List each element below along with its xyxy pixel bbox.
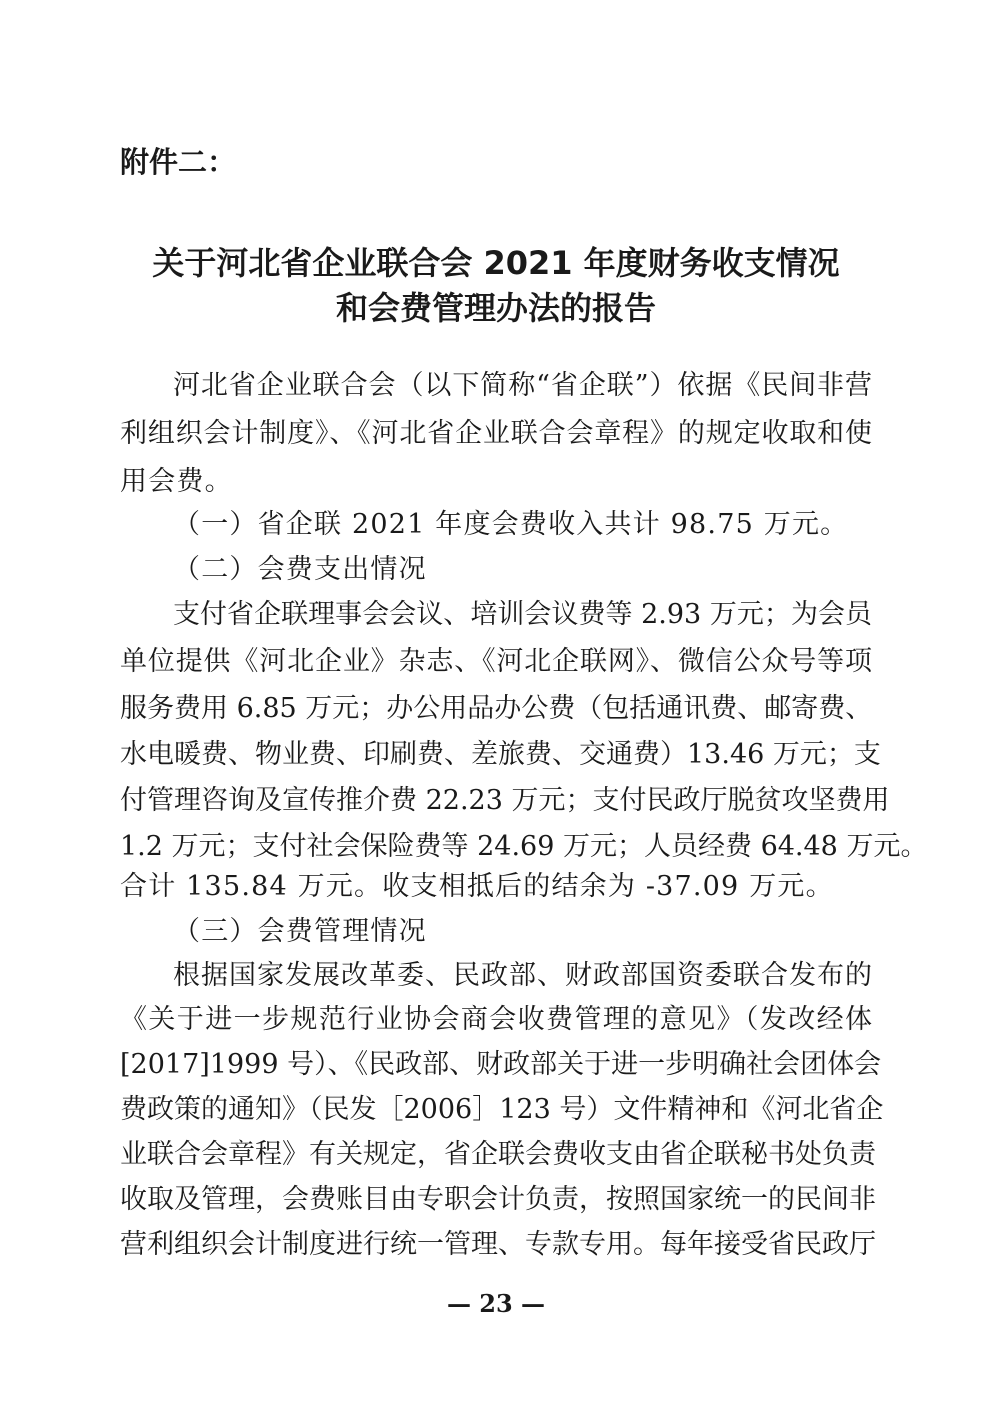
body-line-1: 河北省企业联合会（以下简称“省企联”）依据《民间非营 [173,370,872,401]
body-line-8: 服务费用 6.85 万元；办公用品办公费（包括通讯费、邮寄费、 [120,693,873,724]
body-line-10: 付管理咨询及宣传推介费 22.23 万元；支付民政厅脱贫攻坚费用 [120,785,890,816]
body-line-16: [2017]1999 号）、《民政部、财政部关于进一步明确社会团体会 [120,1049,882,1080]
body-line-12: 合计 135.84 万元。收支相抵后的结余为 -37.09 万元。 [120,871,834,902]
body-line-14: 根据国家发展改革委、民政部、财政部国资委联合发布的 [173,960,872,991]
body-line-17: 费政策的通知》（民发［2006］123 号）文件精神和《河北省企 [120,1094,884,1125]
body-line-19: 收取及管理，会费账目由专职会计负责，按照国家统一的民间非 [120,1184,876,1215]
body-line-9: 水电暖费、物业费、印刷费、差旅费、交通费）13.46 万元；支 [120,739,881,770]
body-line-20: 营利组织会计制度进行统一管理、专款专用。每年接受省民政厅 [120,1229,876,1260]
attachment-label: 附件二： [120,145,237,179]
section-1-heading: （一）省企联 2021 年度会费收入共计 98.75 万元。 [173,509,849,540]
report-title-line-2: 和会费管理办法的报告 [335,289,656,327]
body-line-3: 用会费。 [120,466,233,497]
section-3-heading: （三）会费管理情况 [173,916,427,947]
body-line-7: 单位提供《河北企业》杂志、《河北企联网》、微信公众号等项 [120,646,872,677]
body-line-2: 利组织会计制度》、《河北省企业联合会章程》的规定收取和使 [120,418,872,449]
page-number: — 23 — [446,1289,546,1318]
body-line-11: 1.2 万元；支付社会保险费等 24.69 万元；人员经费 64.48 万元。 [120,831,928,862]
section-2-heading: （二）会费支出情况 [173,554,427,585]
report-title-line-1: 关于河北省企业联合会 2021 年度财务收支情况 [152,244,840,282]
body-line-15: 《关于进一步规范行业协会商会收费管理的意见》（发改经体 [120,1004,872,1035]
body-line-6: 支付省企联理事会会议、培训会议费等 2.93 万元；为会员 [173,599,872,630]
body-line-18: 业联合会章程》有关规定，省企联会费收支由省企联秘书处负责 [120,1139,876,1170]
